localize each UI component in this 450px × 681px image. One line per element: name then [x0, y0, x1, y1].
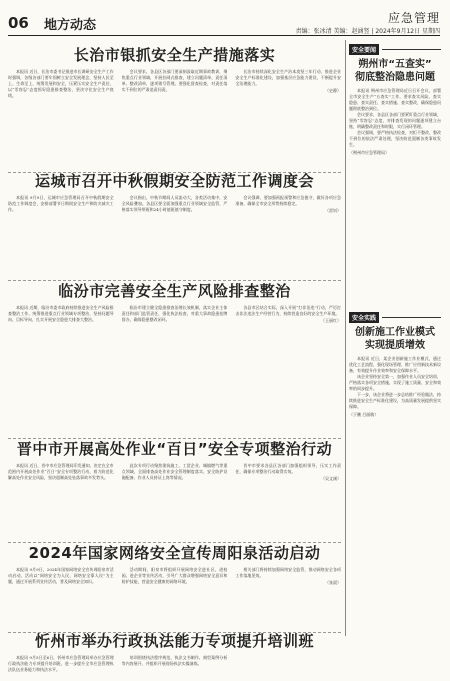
article-paragraph: 本报讯 近日，长治市委书记推进市长调研安全生产工作时强调，各级各部门要牢固树立安全发展理念，坚持人民至上、生命至上，统筹发展和安全，压紧压实安全生产责任，以“零容忍”态度抓好隐患排查整治，坚决守住安全生产底线。 [8, 69, 114, 98]
article-title: 临汾市完善安全生产风险排查整治 [58, 282, 291, 300]
article-yangquan [8, 540, 341, 624]
article-yuncheng [8, 168, 341, 272]
article-paragraph: 培训围绕执法程序规范、执法文书制作、典型案例分析等内容展开，并组织开展现场执法实操演练。 [121, 655, 228, 666]
article-column [235, 567, 341, 629]
article-paragraph: 会议要求，各县区各部门要紧盯重点行业领域，坚持“零容忍”态度，对排查发现的问题逐项建立台账，明确整改责任和时限，实行闭环管理。 [349, 112, 441, 129]
article-column [122, 195, 228, 277]
article-column [235, 305, 341, 435]
article-paragraph: 晋中市要求各县区各部门加强组织领导，压实工作责任，确保专项整治行动取得实效。 [235, 463, 342, 474]
page-header [0, 0, 450, 40]
article-column [122, 655, 228, 681]
article-paragraph: 相关部门将持续加强网络安全监管，推动网络安全各项工作落地见效。 [235, 567, 342, 578]
article-byline: （张晨） [325, 580, 342, 585]
article-column [122, 69, 228, 169]
article-xinzhou [8, 628, 341, 676]
article-paragraph: 本报讯 9月5日至6日，忻州市应急管理局举办应急管理行政执法能力专项提升培训班，进一步提升全市应急管理执法队伍业务能力和执法水平。 [8, 655, 114, 672]
sidebar-column [349, 40, 441, 636]
article-paragraph: 长治市持续深化安全生产治本攻坚三年行动，推进企业安全生产标准化建设，加强基层应急能力建设，不断提升安全治理能力。 [235, 69, 342, 86]
article-paragraph: 下一步，该企业将进一步总结推广经验做法，持续推进安全生产标准化建设，为高质量发展提供坚实保障。 [349, 392, 441, 409]
sidebar-article-body [349, 88, 441, 284]
article-column [8, 69, 114, 169]
article-paragraph: 临汾市建立健全隐患排查治理长效机制，落实企业主体责任和部门监管责任，强化执法检查，对重大事故隐患挂牌督办，确保隐患整改闭环。 [121, 305, 228, 322]
article-paragraph: 本报讯 近期，临汾市委市政府持续推进安全生产风险排查整治工作，统筹推进重点行业领域专项整治，坚持问题导向、目标导向，扎实开展安全隐患大排查大整治。 [8, 305, 114, 322]
article-column [122, 567, 228, 629]
article-byline: （吴文刚） [321, 476, 342, 481]
article-paragraph: 此次专项行动聚焦建筑施工、工贸企业、城镇燃气等重点领域，全面排查高处作业安全管理制度落实、安全防护设施配备、作业人员持证上岗等情况。 [121, 463, 228, 480]
main-column [8, 40, 342, 672]
article-column [235, 69, 341, 169]
newspaper-brand: 应急管理 [387, 11, 440, 25]
sidebar-article-shuozhou [349, 40, 441, 302]
article-column [122, 305, 228, 435]
article-paragraph: 本报讯 近日，晋中市应急管理局印发通知，决定在全市范围内开展高处作业“百日”安全专项整治行动，着力防范化解高处作业安全风险，坚决遏制高处坠落事故多发势头。 [8, 463, 114, 480]
article-changzhi [8, 42, 341, 162]
article-byline: （雷钊） [325, 208, 342, 213]
column-separator [345, 40, 346, 636]
article-paragraph: 会议强调，要加强预报预警和应急值守，做好各项应急准备，确保全市安全形势持续稳定。 [235, 195, 342, 206]
article-paragraph: 本报讯 近日，某企业创新施工作业模式，通过优化工艺流程、强化现场管理、推广应用新技术新设备，有效提升作业效率和安全保障水平。 [349, 356, 441, 373]
article-paragraph: 该企业坚持安全第一，加强作业人员安全培训，严格落实各项安全措施，实现了施工质量、安全和效率的同步提升。 [349, 374, 441, 391]
article-column [8, 567, 114, 629]
article-column [235, 463, 341, 539]
article-source: （朔州市应急管理局） [349, 150, 389, 155]
sidebar-article-body [349, 356, 441, 618]
article-byline: （王丽红） [321, 318, 342, 323]
page-number: 06 [8, 14, 29, 32]
article-column [122, 463, 228, 539]
section-tag: 安全实践 [349, 312, 379, 323]
header-rule [8, 35, 440, 36]
article-column [8, 655, 114, 681]
article-paragraph: 会议要求，各县区各部门要深刻汲取近期事故教训，聚焦重点行业领域，开展拉网式排查，建立问题清单、责任清单、整改清单，逐项销号管理。要强化督查检查，对责任落实不到位的严肃追责问责。 [121, 69, 228, 92]
article-byline: （史静） [325, 88, 342, 93]
article-paragraph: 本报讯 9月9日，运城市应急管理局召开中秋假期安全防范工作调度会，安排部署节日期间安全生产和防灾减灾工作。 [8, 195, 114, 212]
article-paragraph: 本报讯 朔州市应急管理局近日召开会议，部署全市安全生产“五查实”工作，要求查实风险、查实隐患、查实责任、查实措施、查实整改，确保隐患问题彻底整治到位。 [349, 88, 441, 111]
article-source: （于鹏 吕丽敏） [349, 412, 379, 417]
article-column [8, 305, 114, 435]
article-title: 2024年国家网络安全宣传周阳泉活动启动 [28, 544, 321, 562]
sidebar-article-title: 朔州市“五查实” 彻底整治隐患问题 [355, 59, 435, 83]
sidebar-article-practice [349, 308, 441, 636]
header-meta: 责编：张冰清 美编：赵涵竖 | 2024年9月12日 星期四 [295, 28, 440, 35]
article-column [8, 463, 114, 539]
article-column [235, 195, 341, 277]
article-title: 长治市银抓安全生产措施落实 [73, 46, 276, 64]
article-jinzhong [8, 436, 341, 534]
article-paragraph: 会议强调，要严格执法检查，对拒不整改、整改不到位的依法严肃处理，坚决防范遏制各类事故发生。 [349, 130, 441, 147]
article-column [235, 655, 341, 681]
article-title: 忻州市举办行政执法能力专项提升培训班 [34, 632, 314, 650]
article-paragraph: 本报讯 9月9日，2024年国家网络安全宣传周阳泉市活动启动。活动以“网络安全为人民，网络安全靠人民”为主题，通过开展系列宣传活动，普及网络安全知识。 [8, 567, 114, 584]
section-tag: 安全要闻 [349, 44, 379, 55]
article-linfen [8, 278, 341, 430]
article-title: 运城市召开中秋假期安全防范工作调度会 [34, 172, 314, 190]
article-paragraph: 活动期间，阳泉市将组织开展网络安全进社区、进校园、进企业等宣传活动，引导广大群众增强网络安全意识和防护技能，营造安全健康的网络环境。 [121, 567, 228, 584]
article-paragraph: 会议指出，中秋节期间人员流动大，各类活动集中，安全风险叠加。各县区要全面加强重点行业领域安全监管，严格落实领导带班和24小时值班值守制度。 [121, 195, 228, 212]
article-column [8, 195, 114, 277]
section-title: 地方动态 [44, 18, 97, 33]
article-title: 晋中市开展高处作业“百日”安全专项整治行动 [16, 440, 333, 458]
sidebar-article-title: 创新施工作业模式 实现提质增效 [355, 327, 435, 351]
article-paragraph: 各县市区结合实际，深入开展“打非治违”行动，严厉打击非法违法生产经营行为，持续营造良好的安全生产环境。 [235, 305, 342, 316]
